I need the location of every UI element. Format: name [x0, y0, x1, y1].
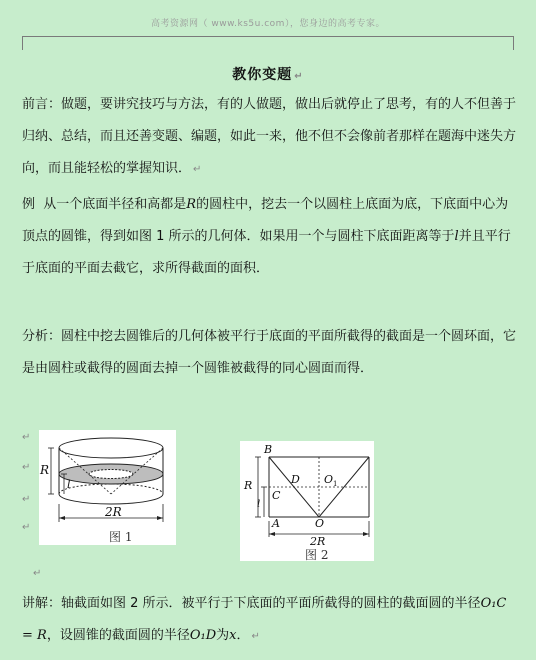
solution-var-x: x — [229, 628, 237, 643]
fig1-label-l: l — [67, 478, 71, 491]
fig2-label-O1: O — [324, 473, 334, 486]
example-text-b: 的圆柱中，挖去一个以圆柱上底面为底，下底面中心为顶点的圆锥，得到如图 1 所示的几何体．如果用一个与圆柱下底面距离等于 — [22, 197, 509, 244]
fig2-label-A: A — [272, 517, 280, 530]
document-title — [0, 64, 536, 84]
paragraph-mark: ↵ — [22, 432, 31, 443]
fig2-label-C: C — [272, 489, 281, 502]
example-label: 例 — [22, 197, 36, 212]
paragraph-mark: ↵ — [22, 462, 31, 473]
preface-text: 做题，要讲究技巧与方法，有的人做题，做出后就停止了思考，有的人不但善于归纳、总结，而且还善变题、编题，如此一来，他不但不会像前者那样在题海中迷失方向，而且能轻松的掌握知识． — [22, 97, 517, 176]
analysis-text: 圆柱中挖去圆锥后的几何体被平行于底面的平面所截得的截面是一个圆环面，它是由圆柱或截得的圆面去掉一个圆锥被截得的同心圆面而得． — [22, 329, 517, 376]
figure-1-drawing — [39, 430, 176, 545]
preface-label: 前言： — [22, 97, 62, 112]
solution-text-d: ． — [236, 628, 250, 643]
solution-paragraph — [22, 588, 517, 653]
fig1-label-R: R — [40, 463, 50, 477]
example-var-R: R — [186, 197, 197, 212]
header-rule — [22, 36, 514, 37]
fig2-label-O: O — [315, 517, 325, 530]
figure-1 — [39, 430, 176, 545]
paragraph-mark: ↵ — [22, 494, 31, 505]
paragraph-mark: ↵ — [33, 568, 42, 579]
page-header: 高考资源网（ www.ks5u.com），您身边的高考专家。 — [151, 19, 385, 29]
fig2-label-l: l — [257, 499, 261, 510]
fig1-label-2R: 2R — [105, 505, 122, 519]
paragraph-mark: ↵ — [193, 164, 202, 175]
solution-text-c: 为 — [216, 628, 230, 643]
solution-text-a: 轴截面如图 2 所示．被平行于下底面的平面所截得的圆柱的截面圆的半径 — [61, 596, 481, 611]
example-var-l: l — [454, 229, 459, 244]
example-paragraph — [22, 189, 517, 285]
analysis-label: 分析： — [22, 329, 62, 344]
solution-eq-1: O₁C = R — [22, 596, 507, 643]
paragraph-mark: ↵ — [294, 71, 304, 82]
example-text-c: 并且平行于底面的平面去截它，求所得截面的面积． — [22, 229, 511, 276]
example-text-a: 从一个底面半径和高都是 — [43, 197, 187, 212]
solution-text-b: ，设圆锥的截面圆的半径 — [46, 628, 190, 643]
solution-eq-2: O₁D — [189, 628, 217, 643]
fig2-label-O1-sub: 1 — [333, 480, 338, 488]
fig2-label-2R: 2R — [310, 535, 326, 548]
figure-2-caption: 图 2 — [305, 548, 329, 562]
fig2-label-R: R — [244, 479, 253, 492]
figure-2-drawing — [240, 441, 374, 561]
figure-2 — [240, 441, 374, 561]
paragraph-mark: ↵ — [251, 631, 260, 642]
preface-paragraph — [22, 89, 517, 186]
header-corner-right — [513, 36, 514, 50]
title-text: 教你变题 — [232, 67, 293, 83]
solution-label: 讲解： — [22, 596, 62, 611]
fig2-label-D: D — [291, 473, 300, 486]
fig2-label-B: B — [264, 443, 273, 456]
figure-1-caption: 图 1 — [109, 530, 133, 544]
header-corner-left — [22, 36, 23, 50]
analysis-paragraph — [22, 321, 517, 385]
paragraph-mark: ↵ — [22, 522, 31, 533]
